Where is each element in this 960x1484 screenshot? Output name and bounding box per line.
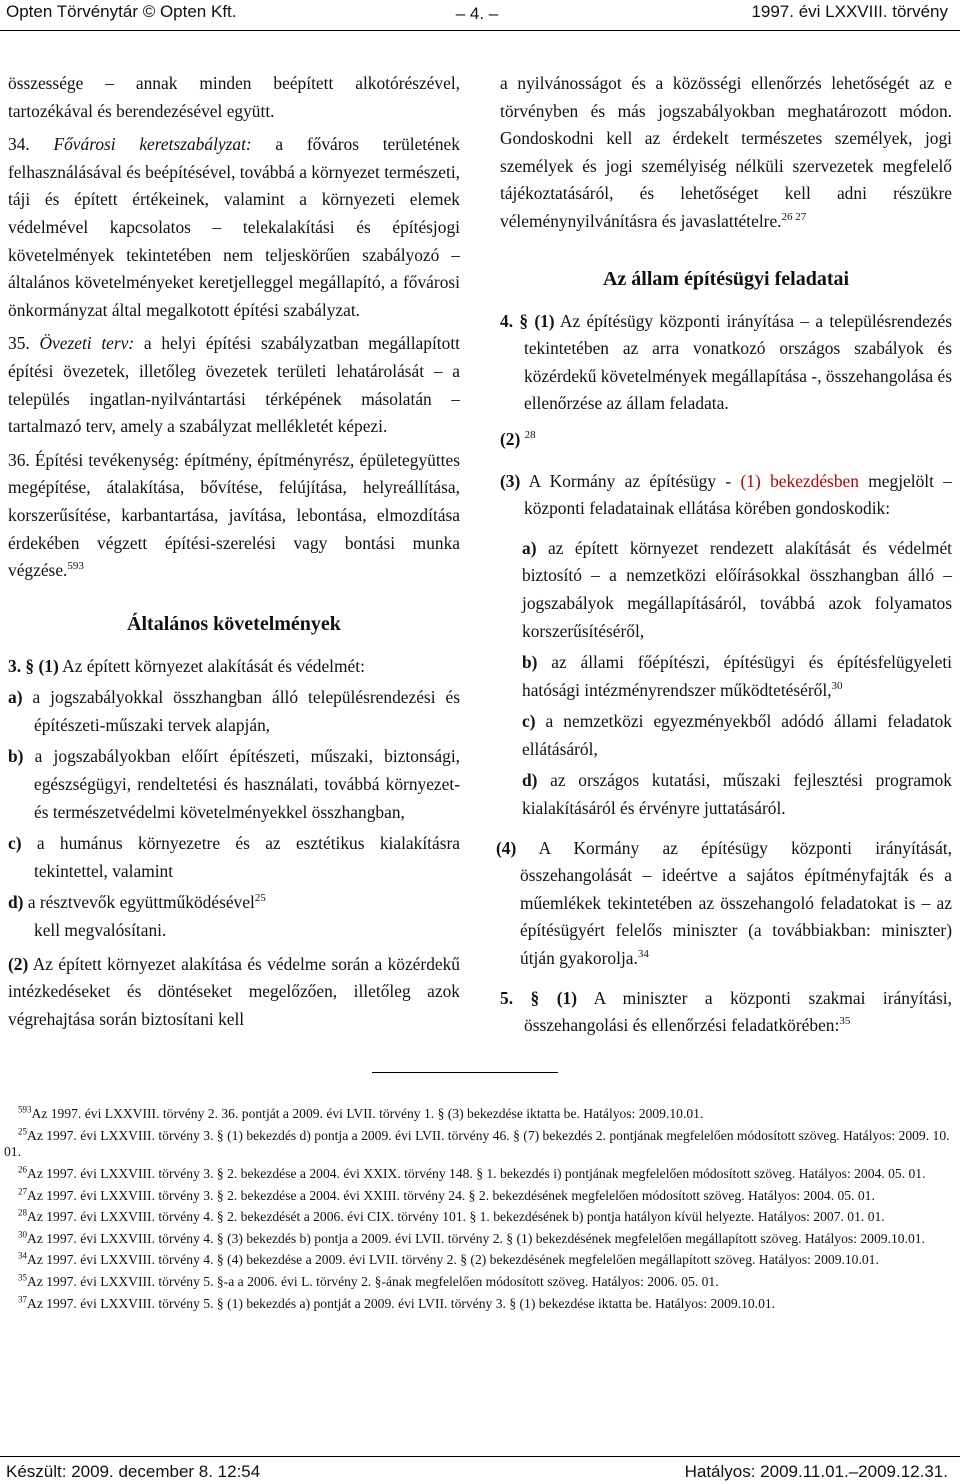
header-page-number: – 4. – [455, 4, 499, 23]
footnote-rule [372, 1072, 558, 1073]
footnote-ref[interactable]: 28 [524, 429, 536, 442]
footnote-ref[interactable]: 34 [637, 948, 649, 961]
definition-35: 35. Övezeti terv: a helyi építési szabályzatban megállapított építési övezetek, illetőleg övezetek területi lehatárolását – a település ingatlan-nyilvántartási térképének másolatán – tartalmazó terv, amely a szabályzat mellékletét képezi. [8, 333, 460, 437]
list-item: d) a résztvevők együttműködésével$^{25}$ [8, 892, 266, 913]
list-item: a) az épített környezet rendezett alakítását és védelmét biztosító – a nemzetközi előírásokkal összhangban álló – jogszabályok megállapításáról, továbbá azok folyamatos korszerűsítéséről, [522, 537, 952, 641]
section-4-paragraph-4: (4) A Kormány az építésügy központi irányítását, összehangolását – ideértve a sajátos építményfajták és a műemlékek tekintetében az összehangoló feladatokat is – az építésügyért felelős miniszter (a továbbiakban: miniszter) útján gyakorolja.$^{34}$ [496, 837, 953, 969]
footer-rule [0, 1456, 960, 1457]
cross-reference-link[interactable]: (1) bekezdésben [740, 470, 859, 491]
right-column [496, 70, 953, 1040]
footnote: $^{30}$Az 1997. évi LXXVIII. törvény 4. § (3) bekezdés b) pontja a 2009. évi LVII. törvény 2. § (1) bekezdésének megfelelően megállapított szöveg. Hatályos: 2009.10.01. [18, 1229, 925, 1246]
footnote: $^{34}$Az 1997. évi LXXVIII. törvény 4. § (4) bekezdése a 2009. évi LVII. törvény 2. § (2) bekezdésének megfelelően megállapított szöveg. Hatályos: 2009.10.01. [18, 1250, 879, 1268]
footnote-ref[interactable]: 26 27 [781, 211, 807, 224]
footnote-ref[interactable]: 25 [254, 892, 266, 905]
list-item: c) a nemzetközi egyezményekből adódó állami feladatok ellátásáról, [522, 711, 952, 759]
footnote: $^{37}$Az 1997. évi LXXVIII. törvény 5. § (1) bekezdés a) pontját a 2009. évi LVII. törvény 3. § (1) bekezdése iktatta be. Hatályos: 2009.10.01. [18, 1294, 776, 1311]
list-item: b) a jogszabályokban előírt építészeti, műszaki, biztonsági, egészségügyi, rendeltetési és használati, továbbá környezet- és természetvédelmi követelményekkel összhangban, [8, 746, 460, 822]
section-4-list [500, 535, 952, 823]
footnote-ref[interactable]: 35 [839, 1015, 851, 1028]
left-column [8, 70, 460, 1033]
definition-36: 36. Építési tevékenység: építmény, építményrész, épületegyüttes megépítése, átalakítása, bővítése, felújítása, helyreállítása, korszerűsítése, karbantartása, javítása, lebontása, elmozdítása érdekében végzett építési-szerelési vagy bontási munka végzése.$^{593}$ [8, 449, 460, 581]
definition-term: Fővárosi keretszabályzat: [53, 134, 252, 155]
footnote: $^{28}$Az 1997. évi LXXVIII. törvény 4. § 2. bekezdését a 2006. évi CIX. törvény 101. § 1. bekezdésének b) pontja hatályon kívül helyezte. Hatályos: 2007. 01. 01. [18, 1207, 885, 1225]
footnote: $^{27}$Az 1997. évi LXXVIII. törvény 3. § 2. bekezdése a 2004. évi XXIII. törvény 24. § 2. bekezdésének megfelelően módosított szöveg. Hatályos: 2004. 05. 01. [18, 1186, 875, 1203]
footnote: $^{35}$Az 1997. évi LXXVIII. törvény 5. §-a a 2006. évi L. törvény 2. §-ának megfelelően módosított szöveg. Hatályos: 2006. 05. 01. [18, 1272, 719, 1289]
header-publisher: Opten Törvénytár © Opten Kft. [6, 2, 237, 21]
continued-paragraph: összessége – annak minden beépített alkotórészével, tartozékával és berendezésével együtt. [8, 73, 460, 121]
footnotes [4, 1106, 956, 1317]
footnote: $^{26}$Az 1997. évi LXXVIII. törvény 3. § 2. bekezdése a 2004. évi XXIX. törvény 148. § 1. bekezdés i) pontjának megfelelően módosított szöveg. Hatályos: 2004. 05. 01. [18, 1164, 926, 1181]
section-3-paragraph-1: 3. § (1) Az épített környezet alakítását és védelmét: [8, 655, 365, 676]
header-rule [0, 30, 960, 31]
list-closing: kell megvalósítani. [34, 920, 167, 941]
section-5-paragraph-1: 5. § (1) A miniszter a központi szakmai irányítási, összehangolási és ellenőrzési feladatkörében:$^{35}$ [500, 987, 952, 1036]
list-item: d) az országos kutatási, műszaki fejlesztési programok kialakításáról és érvényre juttatásáról. [522, 770, 952, 819]
section-4-paragraph-3: (3) A Kormány az építésügy - (1) bekezdésben megjelölt – központi feladatainak ellátása körében gondoskodik: [500, 470, 952, 519]
footer-effective: Hatályos: 2009.11.01.–2009.12.31. [684, 1462, 948, 1481]
continued-paragraph: a nyilvánosságot és a közösségi ellenőrzés lehetőségét az e törvényben és más jogszabályokban meghatározott módon. Gondoskodni kell az érdekelt természetes személyek, jogi személyek és jogi személyiség nélküli szervezetek megfelelő tájékoztatásáról, és lehetőséget kell adni részükre véleménynyilvánításra és javaslattételre.$^{26 27}$ [500, 73, 952, 231]
list-item: a) a jogszabályokkal összhangban álló településrendezési és építészeti-műszaki tervek alapján, [8, 687, 460, 735]
list-item: c) a humánus környezetre és az esztétikus kialakításra tekintettel, valamint [8, 833, 460, 881]
footnote: $^{593}$Az 1997. évi LXXVIII. törvény 2. 36. pontját a 2009. évi LVII. törvény 1. § (3) bekezdése iktatta be. Hatályos: 2009.10.01. [18, 1104, 704, 1121]
footer-created: Készült: 2009. december 8. 12:54 [6, 1462, 261, 1481]
section-4-paragraph-1: 4. § (1) Az építésügy központi irányítása – a településrendezés tekintetében az arra vonatkozó országos szabályok és közérdekű követelmények megállapítása -, összehangolása és ellenőrzése az állam feladata. [500, 310, 952, 414]
page-header [6, 2, 948, 28]
header-law-title: 1997. évi LXXVIII. törvény [751, 2, 948, 21]
footnote: $^{25}$Az 1997. évi LXXVIII. törvény 3. § (1) bekezdés d) pontja a 2009. évi LVII. törvény 46. § (7) bekezdés 2. pontjának megfelelően módosított szöveg. Hatályos: 2009. 10. 01. [4, 1126, 950, 1160]
list-item: b) az állami főépítészi, építésügyi és építésfelügyeleti hatósági intézményrendszer működtetéséről,$^{30}$ [522, 652, 952, 700]
footnote-ref[interactable]: 593 [67, 560, 84, 573]
footnote-ref[interactable]: 30 [831, 679, 843, 692]
section-heading: Általános követelmények [127, 612, 341, 635]
definition-term: Övezeti terv: [39, 333, 135, 354]
definition-34: 34. Fővárosi keretszabályzat: a főváros területének felhasználásával és beépítésével, továbbá a környezet természeti, táji és épített értékeinek, valamint a környezeti elemek védelmével kapcsolatos – telekalakítási és építésjogi követelmények tekintetében nem teljeskörűen szabályozó – általános követelményeket keretjelleggel megállapító, a fővárosi önkormányzat által megalkotott építési szabályzat. [8, 134, 460, 320]
section-heading: Az állam építésügyi feladatai [602, 267, 850, 290]
section-4-paragraph-2: (2) $^{28}$ [500, 428, 536, 449]
section-3-paragraph-2: (2) Az épített környezet alakítása és védelme során a közérdekű intézkedéseket és döntéseket megelőzően, illetőleg azok végrehajtása során biztosítani kell [8, 953, 460, 1029]
